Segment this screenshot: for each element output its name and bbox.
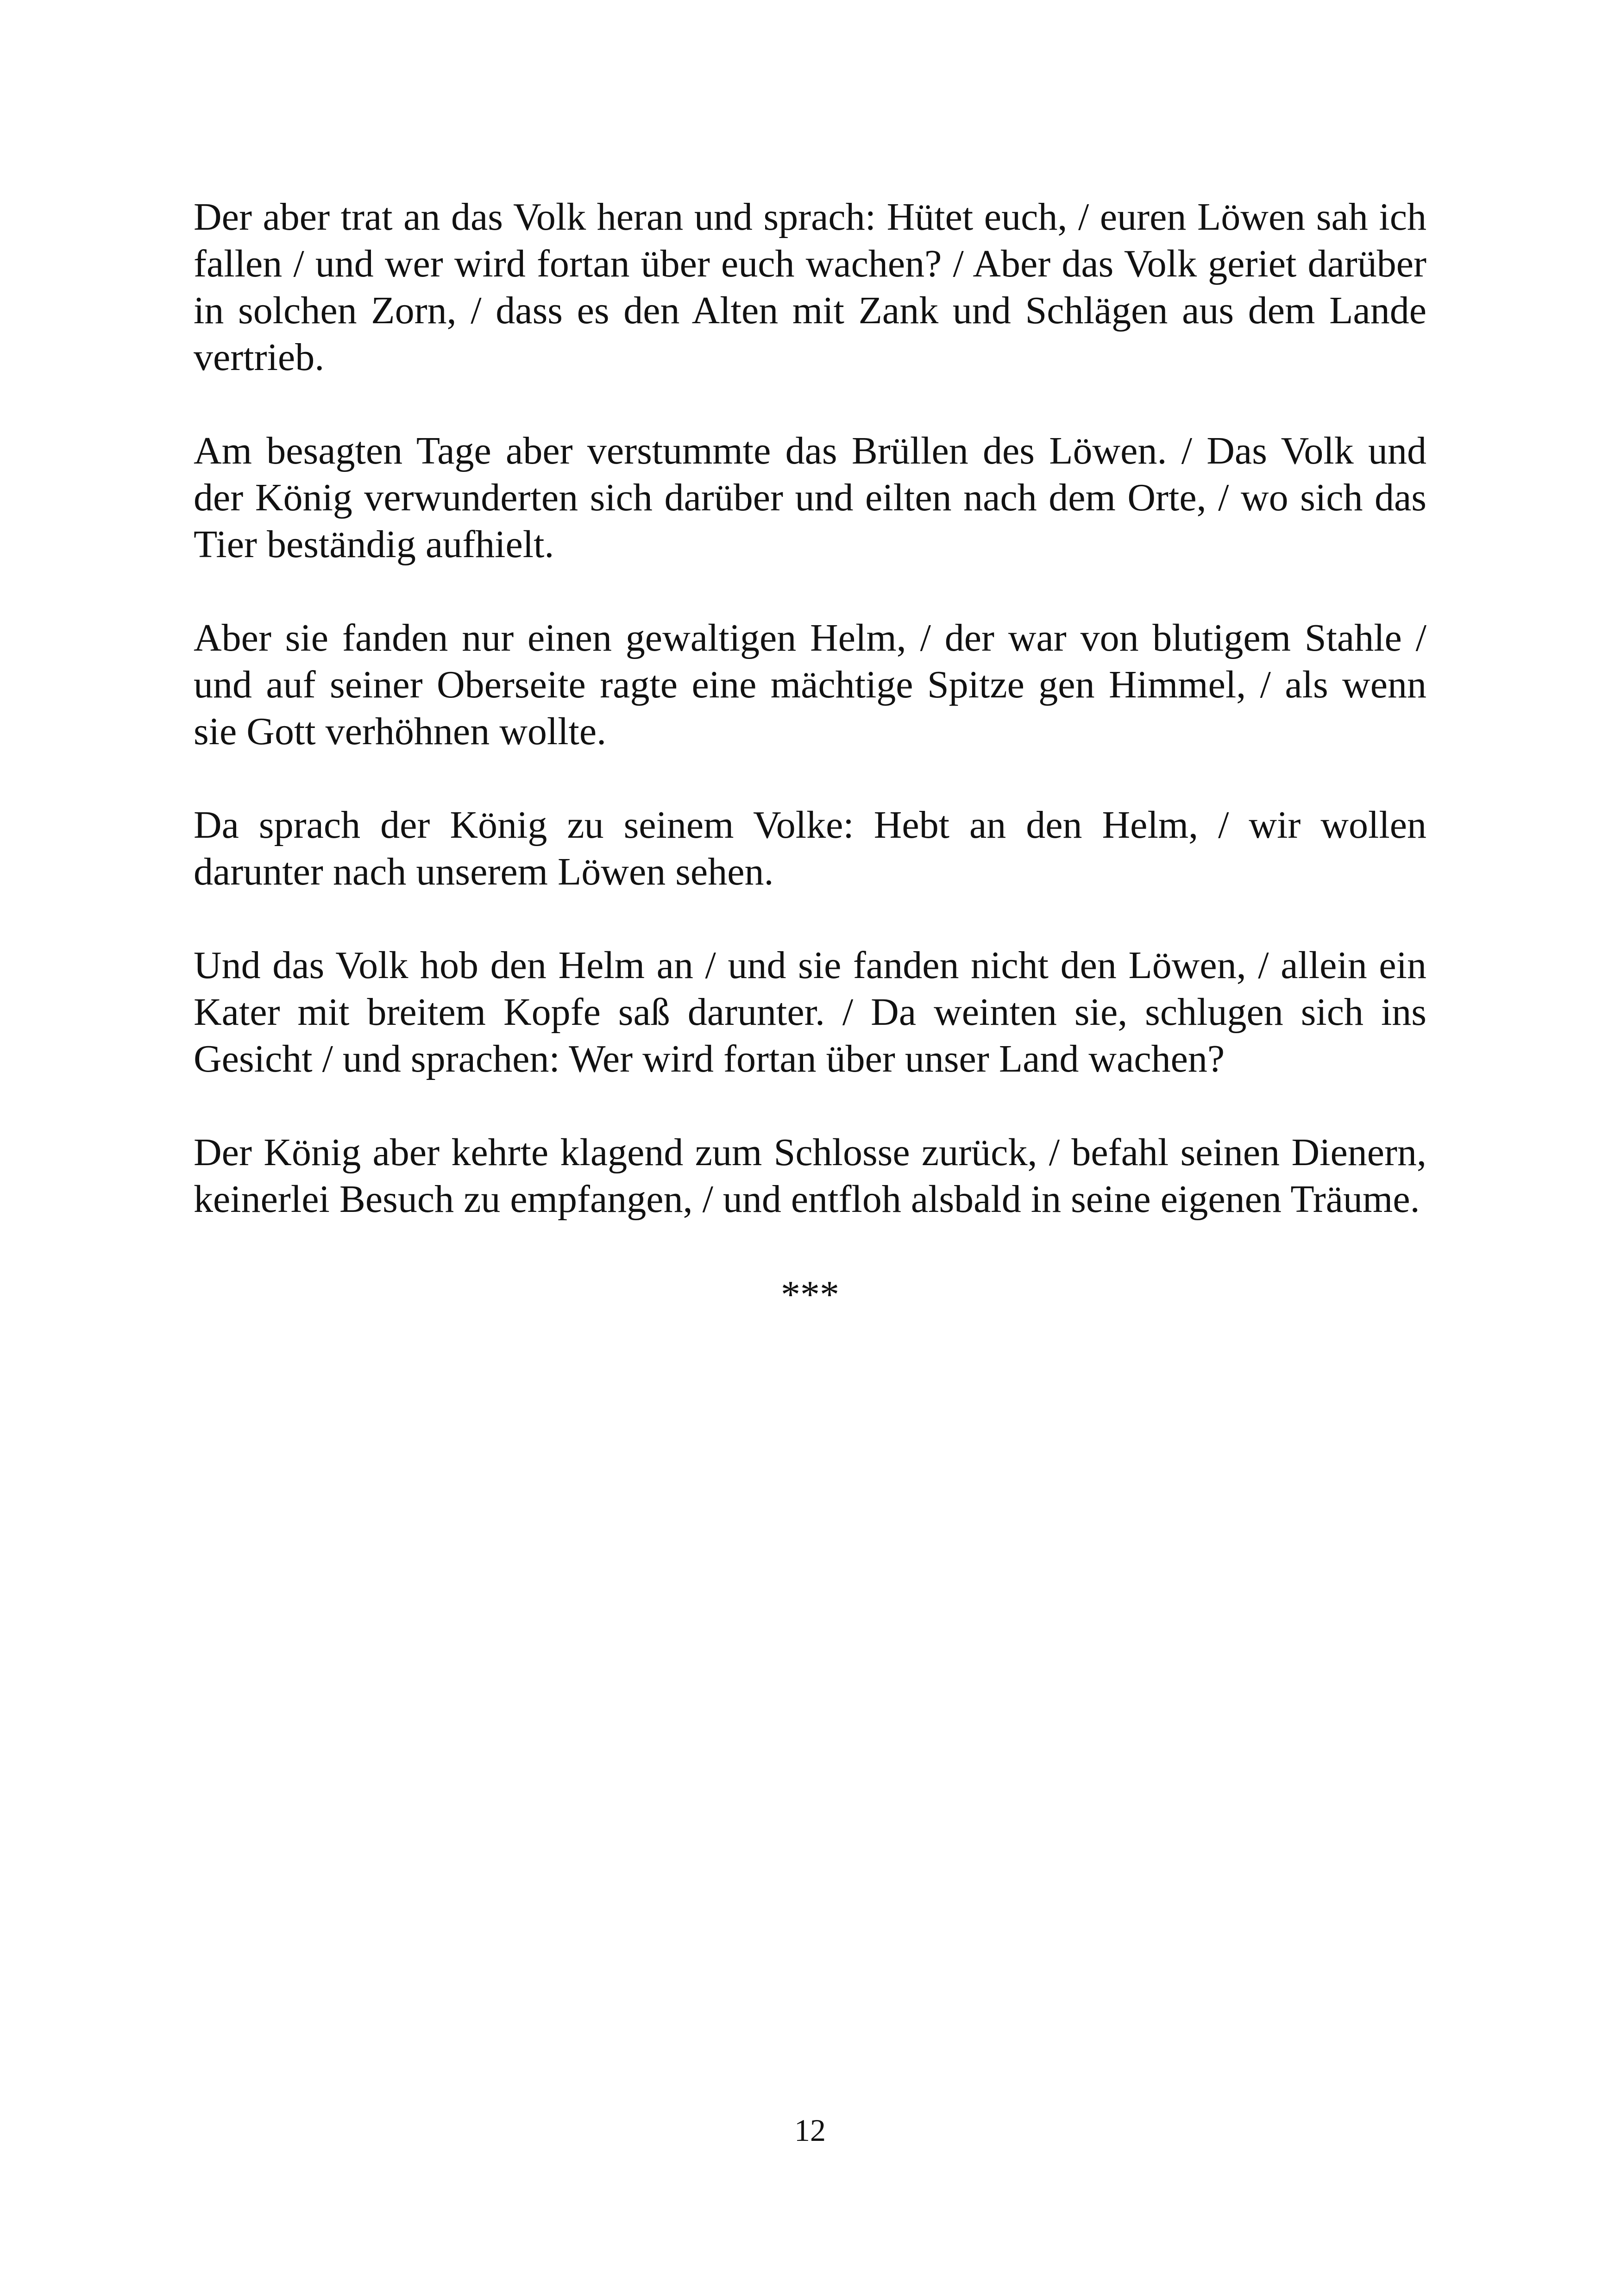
- paragraph-6: Der König aber kehrte klagend zum Schlosse zurück, / befahl seinen Dienern, keinerlei Besuch zu empfangen, / und entfloh alsbald in seine eigenen Träume.: [194, 1131, 1426, 1221]
- page-number: 12: [794, 2113, 826, 2148]
- paragraph-1: Der aber trat an das Volk heran und sprach: Hütet euch, / euren Löwen sah ich fallen / und wer wird fortan über euch wachen? / Aber das Volk geriet darüber in solchen Zorn, / dass es den Alten mit Zank und Schlägen aus dem Lande vertrieb.: [194, 195, 1426, 379]
- paragraph-2: Am besagten Tage aber verstummte das Brüllen des Löwen. / Das Volk und der König verwunderten sich darüber und eilten nach dem Orte, / wo sich das Tier beständig aufhielt.: [194, 429, 1426, 566]
- section-separator: ***: [781, 1273, 839, 1316]
- paragraph-3: Aber sie fanden nur einen gewaltigen Helm, / der war von blutigem Stahle / und auf seiner Oberseite ragte eine mächtige Spitze gen Himmel, / als wenn sie Gott verhöhnen wollte.: [194, 616, 1426, 753]
- body-text: [194, 194, 1426, 1223]
- paragraph-5: Und das Volk hob den Helm an / und sie fanden nicht den Löwen, / allein ein Kater mit breitem Kopfe saß darunter. / Da weinten sie, schlugen sich ins Gesicht / und sprachen: Wer wird fortan über unser Land wachen?: [194, 944, 1426, 1080]
- paragraph-4: Da sprach der König zu seinem Volke: Hebt an den Helm, / wir wollen darunter nach unserem Löwen sehen.: [194, 803, 1426, 893]
